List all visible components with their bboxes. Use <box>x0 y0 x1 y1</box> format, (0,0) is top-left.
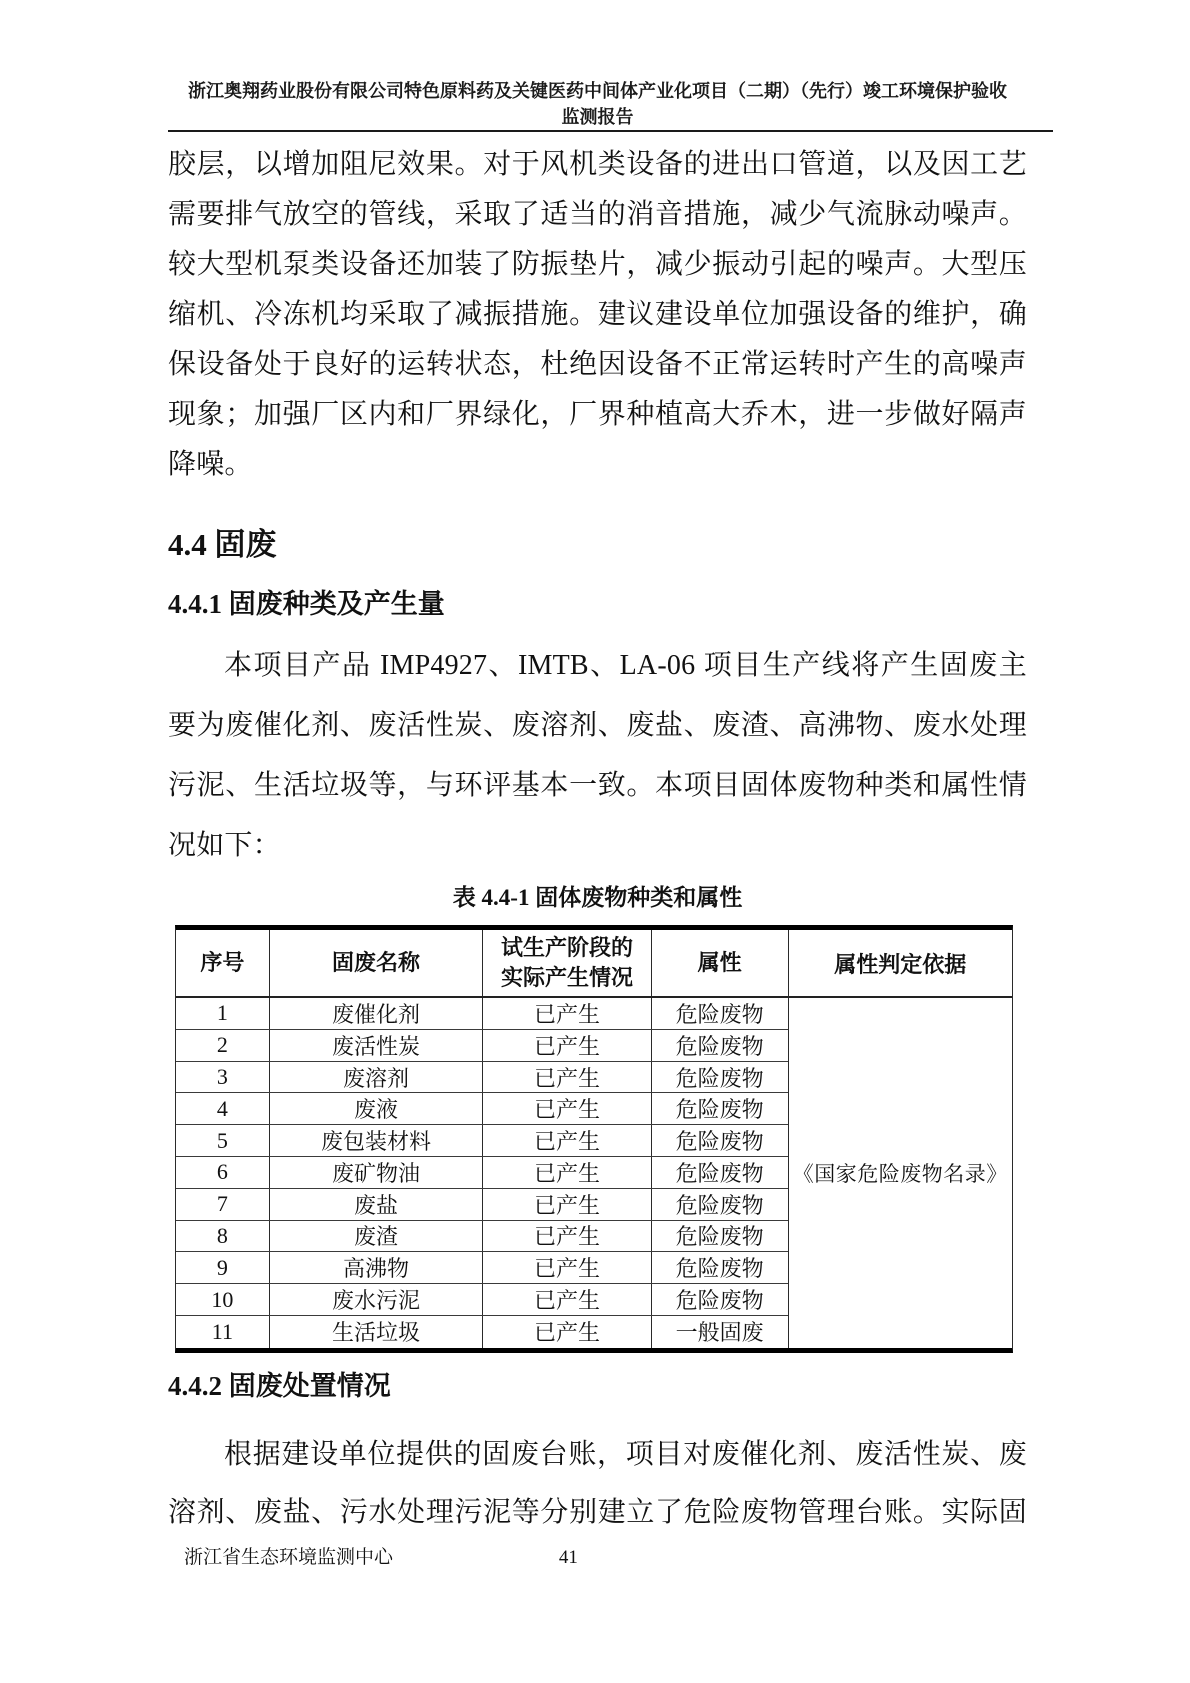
cell-serial-number: 3 <box>176 1062 270 1093</box>
text-line: 缩机、冷冻机均采取了减振措施。建议建设单位加强设备的维护，确 <box>168 299 1027 330</box>
paragraph-noise-control <box>168 140 1027 490</box>
table-row <box>176 1125 788 1157</box>
header-divider <box>168 130 1053 132</box>
cell-waste-name: 废渣 <box>270 1221 483 1252</box>
text-line: 保设备处于良好的运转状态，杜绝因设备不正常运转时产生的高噪声 <box>168 349 1027 380</box>
table-row <box>176 1252 788 1284</box>
cell-attribute: 一般固废 <box>675 1320 764 1346</box>
cell-attribute: 危险废物 <box>675 1129 764 1155</box>
basis-merged-cell: 《国家危险废物名录》 <box>792 1161 1008 1186</box>
basis-column-header: 属性判定依据 <box>789 930 1012 998</box>
heading-4-4-1: 4.4.1 固废种类及产生量 <box>168 589 445 619</box>
text-line: 降噪。 <box>168 449 253 480</box>
cell-production-status: 已产生 <box>483 1157 652 1188</box>
table-header-cell <box>652 930 788 996</box>
text-line: 污泥、生活垃圾等，与环评基本一致。本项目固体废物种类和属性情 <box>168 770 1027 801</box>
text-line: 溶剂、废盐、污水处理污泥等分别建立了危险废物管理台账。实际固 <box>168 1496 1027 1528</box>
page-number: 41 <box>558 1546 578 1568</box>
cell-waste-name: 废矿物油 <box>270 1157 483 1188</box>
cell-serial-number: 2 <box>176 1030 270 1061</box>
cell-attribute: 危险废物 <box>675 1256 764 1282</box>
doc-title-line1: 浙江奥翔药业股份有限公司特色原料药及关键医药中间体产业化项目（二期）（先行）竣工环境保护验收 <box>188 81 1007 101</box>
cell-production-status: 已产生 <box>483 1093 652 1124</box>
cell-serial-number: 9 <box>176 1252 270 1283</box>
header-cell-line: 实际产生情况 <box>501 965 634 990</box>
cell-serial-number: 5 <box>176 1125 270 1156</box>
cell-production-status: 已产生 <box>483 998 652 1029</box>
solid-waste-table <box>175 925 1013 1353</box>
cell-waste-name: 高沸物 <box>270 1252 483 1283</box>
cell-production-status: 已产生 <box>483 1189 652 1220</box>
header-cell-line: 序号 <box>200 950 245 975</box>
table-header-cell <box>483 930 652 996</box>
table-row <box>176 1221 788 1253</box>
text-line: 况如下： <box>168 830 281 861</box>
cell-serial-number: 6 <box>176 1157 270 1188</box>
cell-attribute: 危险废物 <box>675 1224 764 1250</box>
table-body <box>176 998 788 1348</box>
text-line: 需要排气放空的管线，采取了适当的消音措施，减少气流脉动噪声。 <box>168 199 1027 230</box>
text-line: 胶层，以增加阻尼效果。对于风机类设备的进出口管道，以及因工艺 <box>168 149 1027 180</box>
footer-organization: 浙江省生态环境监测中心 <box>184 1546 394 1568</box>
cell-production-status: 已产生 <box>483 1284 652 1315</box>
table-row <box>176 1093 788 1125</box>
cell-waste-name: 废活性炭 <box>270 1030 483 1061</box>
text-line: 根据建设单位提供的固废台账，项目对废催化剂、废活性炭、废 <box>224 1438 1027 1470</box>
cell-attribute: 危险废物 <box>675 1192 764 1218</box>
cell-production-status: 已产生 <box>483 1062 652 1093</box>
cell-waste-name: 废盐 <box>270 1189 483 1220</box>
table-row <box>176 1189 788 1221</box>
heading-4-4: 4.4 固废 <box>168 527 277 562</box>
cell-waste-name: 生活垃圾 <box>270 1316 483 1348</box>
paragraph-solid-waste-intro <box>168 636 1027 876</box>
table-row <box>176 1157 788 1189</box>
cell-serial-number: 10 <box>176 1284 270 1315</box>
header-cell-line: 固废名称 <box>331 950 420 975</box>
cell-attribute: 危险废物 <box>675 1288 764 1314</box>
table-row <box>176 998 788 1030</box>
cell-production-status: 已产生 <box>483 1316 652 1348</box>
cell-production-status: 已产生 <box>483 1125 652 1156</box>
text-line: 较大型机泵类设备还加装了防振垫片，减少振动引起的噪声。大型压 <box>168 249 1027 280</box>
table-header-cell <box>270 930 483 996</box>
cell-serial-number: 1 <box>176 998 270 1029</box>
text-line: 现象；加强厂区内和厂界绿化，厂界种植高大乔木，进一步做好隔声 <box>168 399 1027 430</box>
heading-4-4-2: 4.4.2 固废处置情况 <box>168 1370 391 1401</box>
cell-serial-number: 4 <box>176 1093 270 1124</box>
table-main-columns <box>176 930 788 1348</box>
cell-production-status: 已产生 <box>483 1252 652 1283</box>
cell-attribute: 危险废物 <box>675 1001 764 1027</box>
cell-serial-number: 11 <box>176 1316 270 1348</box>
cell-attribute: 危险废物 <box>675 1097 764 1123</box>
cell-serial-number: 7 <box>176 1189 270 1220</box>
page-footer <box>168 1546 1027 1572</box>
text-line: 本项目产品 IMP4927、IMTB、LA-06 项目生产线将产生固废主 <box>224 650 1027 681</box>
cell-attribute: 危险废物 <box>675 1033 764 1059</box>
cell-waste-name: 废水污泥 <box>270 1284 483 1315</box>
cell-attribute: 危险废物 <box>675 1065 764 1091</box>
cell-waste-name: 废溶剂 <box>270 1062 483 1093</box>
cell-waste-name: 废催化剂 <box>270 998 483 1029</box>
table-header-row <box>176 930 788 998</box>
cell-production-status: 已产生 <box>483 1030 652 1061</box>
cell-waste-name: 废包装材料 <box>270 1125 483 1156</box>
table-row <box>176 1062 788 1094</box>
header-cell-line: 属性 <box>697 950 742 975</box>
cell-waste-name: 废液 <box>270 1093 483 1124</box>
paragraph-disposal-intro <box>168 1426 1027 1542</box>
text-line: 要为废催化剂、废活性炭、废溶剂、废盐、废渣、高沸物、废水处理 <box>168 710 1027 741</box>
table-row <box>176 1030 788 1062</box>
table-caption: 表 4.4-1 固体废物种类和属性 <box>452 885 743 910</box>
cell-attribute: 危险废物 <box>675 1160 764 1186</box>
table-basis-column <box>788 930 1012 1348</box>
cell-production-status: 已产生 <box>483 1221 652 1252</box>
table-row <box>176 1284 788 1316</box>
doc-title-line2: 监测报告 <box>561 107 634 127</box>
cell-serial-number: 8 <box>176 1221 270 1252</box>
table-header-cell <box>176 930 270 996</box>
running-head <box>168 78 1027 130</box>
header-cell-line: 试生产阶段的 <box>501 935 634 960</box>
table-row <box>176 1316 788 1348</box>
